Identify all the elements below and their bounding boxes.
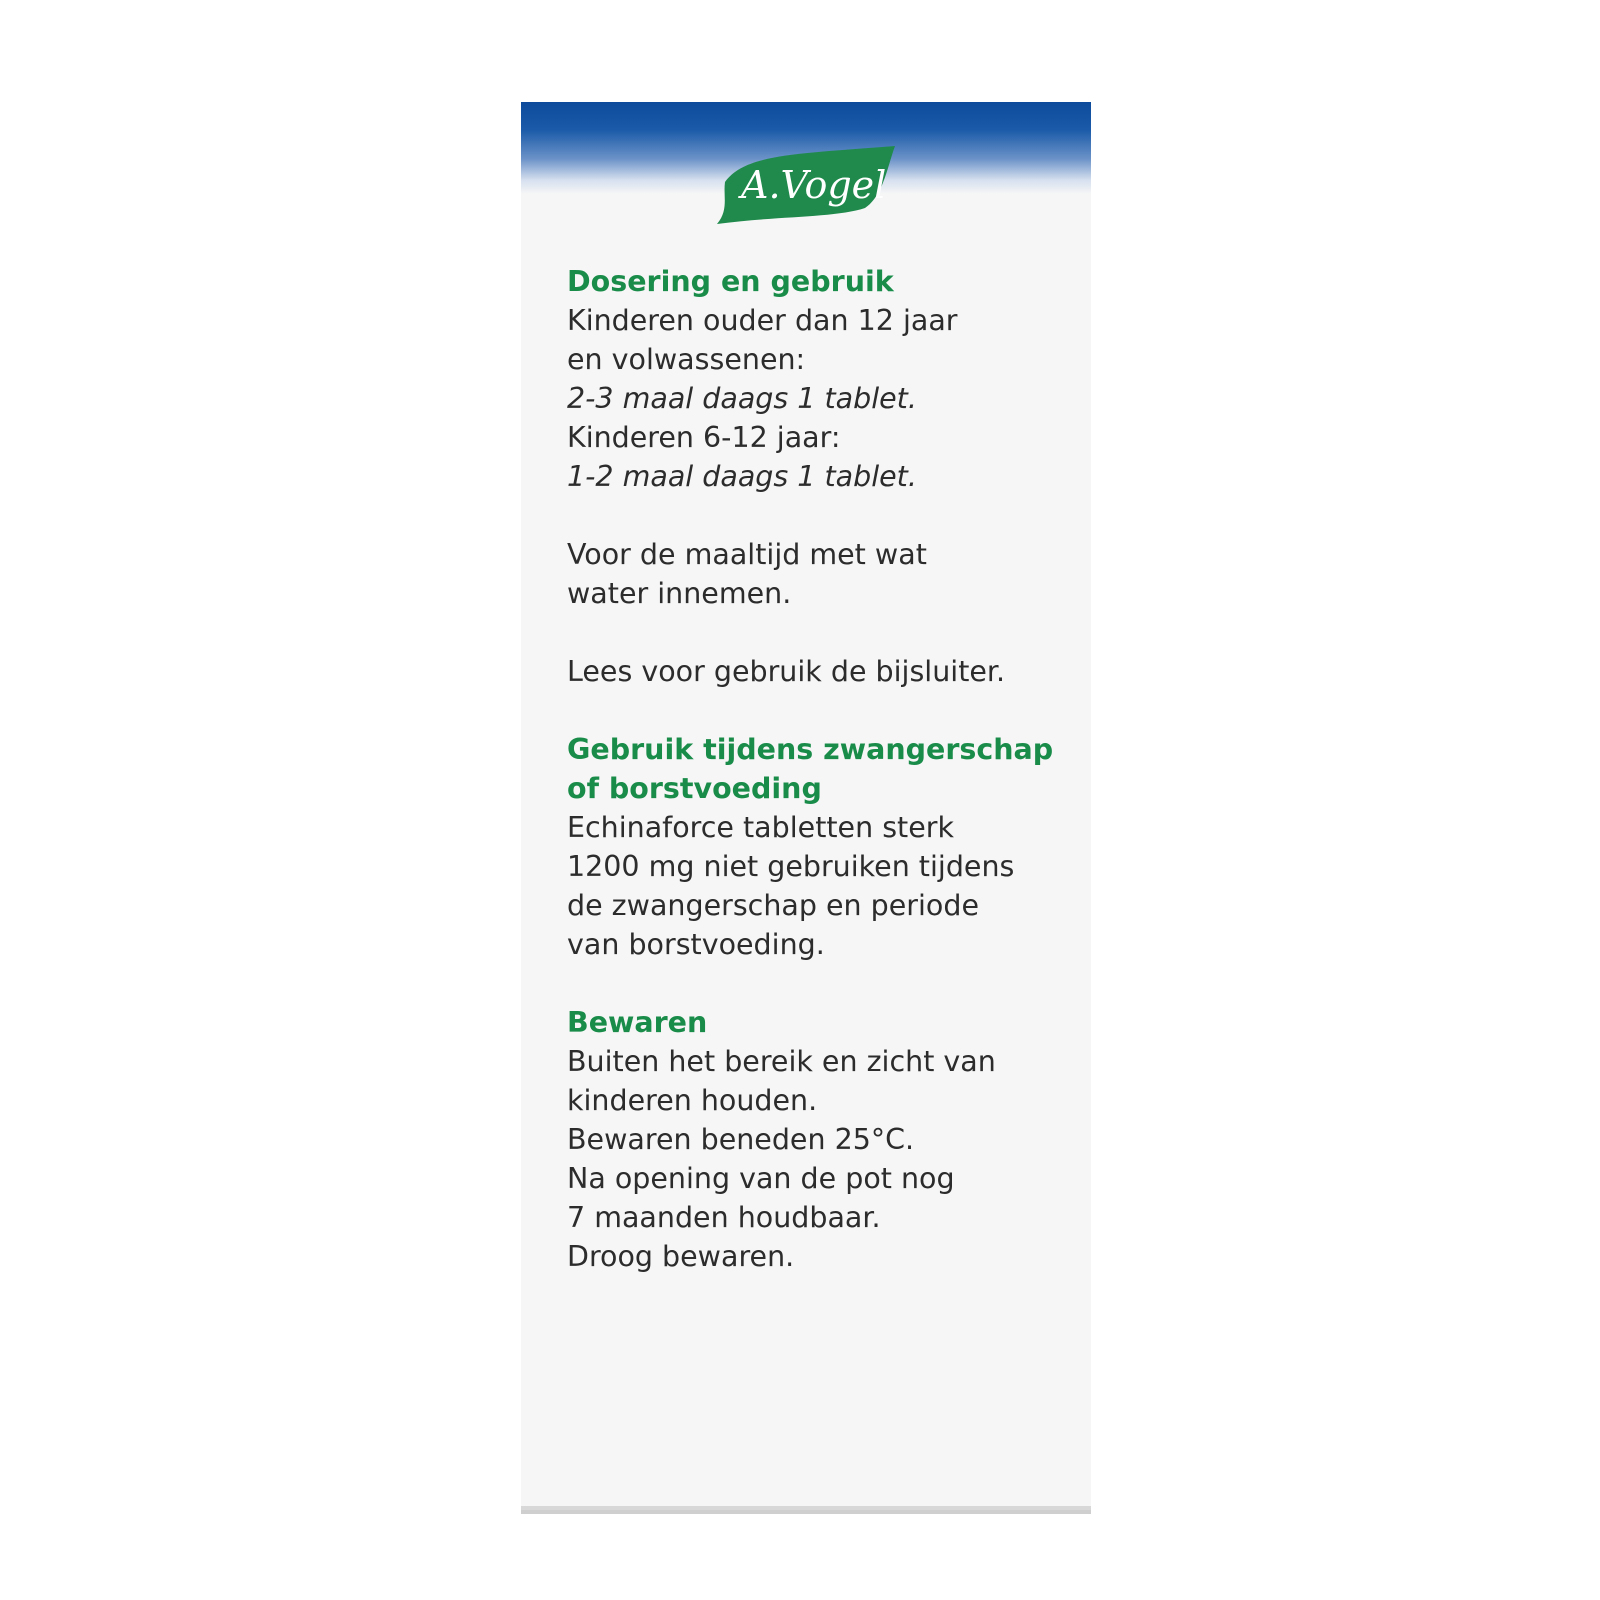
storage-line: Buiten het bereik en zicht van <box>567 1045 996 1078</box>
pregnancy-line: de zwangerschap en periode <box>567 889 979 922</box>
storage-line: kinderen houden. <box>567 1084 818 1117</box>
dosage-line: Kinderen 6-12 jaar: <box>567 421 841 454</box>
dosage-heading: Dosering en gebruik <box>567 265 894 298</box>
panel-content <box>567 262 1067 1276</box>
storage-line: Na opening van de pot nog <box>567 1162 955 1195</box>
child-dose: 1-2 maal daags 1 tablet. <box>567 460 917 493</box>
intake-line: Voor de maaltijd met wat <box>567 538 927 571</box>
dosage-line: Kinderen ouder dan 12 jaar <box>567 304 958 337</box>
storage-line: Droog bewaren. <box>567 1240 795 1273</box>
intake-line: water innemen. <box>567 577 792 610</box>
avogel-logo <box>715 146 901 226</box>
package-side-panel <box>521 102 1091 1510</box>
pregnancy-heading: of borstvoeding <box>567 772 822 805</box>
pregnancy-heading: Gebruik tijdens zwangerschap <box>567 733 1054 766</box>
pregnancy-line: 1200 mg niet gebruiken tijdens <box>567 850 1015 883</box>
dosage-line: en volwassenen: <box>567 343 806 376</box>
storage-line: 7 maanden houdbaar. <box>567 1201 881 1234</box>
logo-text: A.Vogel <box>741 163 887 207</box>
adult-dose: 2-3 maal daags 1 tablet. <box>567 382 917 415</box>
pregnancy-line: van borstvoeding. <box>567 928 825 961</box>
storage-heading: Bewaren <box>567 1006 708 1039</box>
storage-line: Bewaren beneden 25°C. <box>567 1123 915 1156</box>
leaflet-note: Lees voor gebruik de bijsluiter. <box>567 655 1006 688</box>
pregnancy-line: Echinaforce tabletten sterk <box>567 811 954 844</box>
